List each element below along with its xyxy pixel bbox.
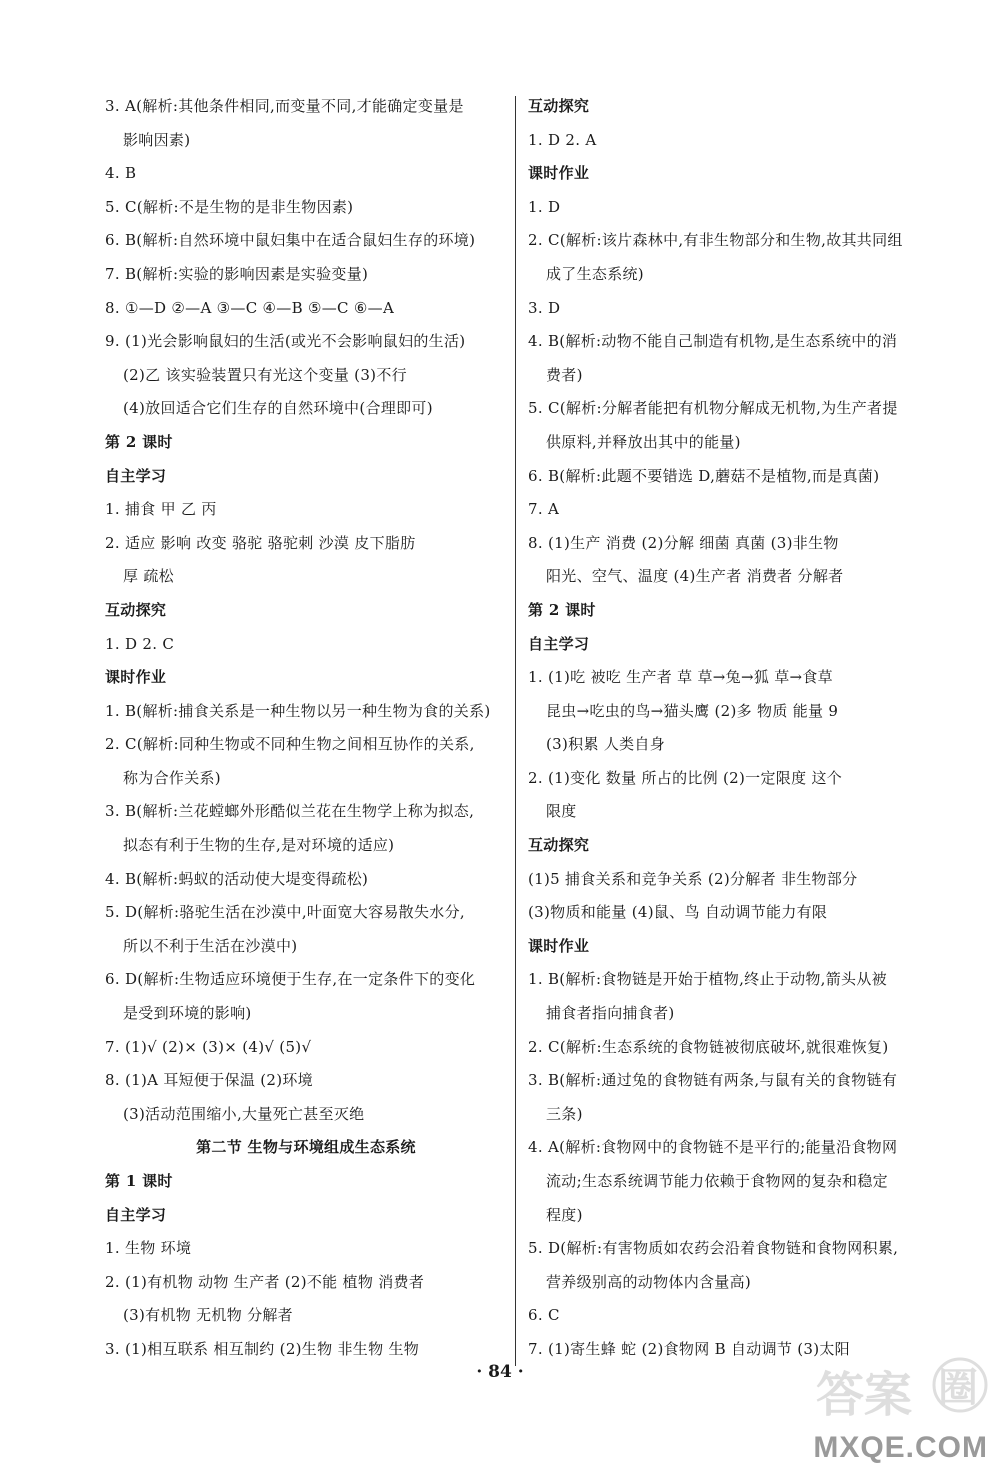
section-heading: 第 2 课时 — [528, 600, 596, 619]
section-heading: 互动探究 — [528, 836, 590, 855]
section-heading: 第二节 生物与环境组成生态系统 — [196, 1138, 416, 1157]
answer-line: 6. B(解析:此题不要错选 D,蘑菇不是植物,而是真菌) — [528, 466, 880, 485]
answer-line: 5. C(解析:分解者能把有机物分解成无机物,为生产者提 — [528, 399, 898, 418]
answer-line: 称为合作关系) — [123, 768, 221, 787]
answer-line: 1. 捕食 甲 乙 丙 — [105, 500, 217, 519]
section-heading: 课时作业 — [528, 936, 590, 955]
section-heading: 课时作业 — [528, 164, 590, 183]
section-heading: 自主学习 — [105, 1205, 167, 1224]
answer-line: 2. (1)变化 数量 所占的比例 (2)一定限度 这个 — [528, 768, 843, 787]
answer-line: 8. (1)生产 消费 (2)分解 细菌 真菌 (3)非生物 — [528, 533, 839, 552]
answer-line: 厚 疏松 — [123, 567, 174, 586]
answer-line: 程度) — [546, 1205, 583, 1224]
section-heading: 第 2 课时 — [105, 432, 173, 451]
answer-line: 3. A(解析:其他条件相同,而变量不同,才能确定变量是 — [105, 97, 464, 115]
answer-line: 3. D — [528, 298, 561, 317]
answer-line: 供原料,并释放出其中的能量) — [546, 432, 741, 451]
section-heading: 互动探究 — [528, 97, 590, 115]
answer-line: 8. (1)A 耳短便于保温 (2)环境 — [105, 1071, 313, 1090]
answer-line: 9. (1)光会影响鼠妇的生活(或光不会影响鼠妇的生活) — [105, 332, 466, 351]
answer-line: 是受到环境的影响) — [123, 1004, 252, 1023]
answer-line: (3)物质和能量 (4)鼠、鸟 自动调节能力有限 — [528, 903, 828, 922]
column-divider — [515, 96, 516, 1366]
answer-line: 3. B(解析:兰花螳螂外形酷似兰花在生物学上称为拟态, — [105, 802, 475, 821]
answer-line: 费者) — [546, 365, 583, 384]
answer-line: (3)活动范围缩小,大量死亡甚至灭绝 — [123, 1104, 365, 1123]
answer-line: 4. B(解析:蚂蚁的活动使大堤变得疏松) — [105, 869, 369, 888]
answer-line: 1. 生物 环境 — [105, 1239, 192, 1258]
answer-line: 4. B(解析:动物不能自己制造有机物,是生态系统中的消 — [528, 332, 898, 351]
answer-line: 5. D(解析:有害物质如农药会沿着食物链和食物网积累, — [528, 1239, 899, 1258]
answer-line: (4)放回适合它们生存的自然环境中(合理即可) — [123, 399, 433, 418]
answer-line: 6. D(解析:生物适应环境便于生存,在一定条件下的变化 — [105, 970, 476, 989]
answer-line: 6. B(解析:自然环境中鼠妇集中在适合鼠妇生存的环境) — [105, 231, 476, 250]
answer-line: 1. D — [528, 197, 561, 216]
answer-line: 影响因素) — [123, 130, 191, 149]
answer-line: 1. (1)吃 被吃 生产者 草 草→兔→狐 草→食草 — [528, 668, 833, 687]
answer-line: (3)积累 人类自身 — [546, 735, 666, 754]
answer-line: 7. B(解析:实验的影响因素是实验变量) — [105, 264, 369, 283]
watermark-site: MXQE.COM — [813, 1431, 988, 1464]
answer-line: 5. C(解析:不是生物的是非生物因素) — [105, 197, 354, 216]
answer-line: 3. (1)相互联系 相互制约 (2)生物 非生物 生物 — [105, 1339, 420, 1358]
answer-line: 捕食者指向捕食者) — [546, 1004, 675, 1023]
section-heading: 互动探究 — [105, 600, 167, 619]
answer-line: 2. C(解析:该片森林中,有非生物部分和生物,故其共同组 — [528, 231, 903, 250]
answer-line: 营养级别高的动物体内含量高) — [546, 1272, 752, 1291]
answer-line: 3. B(解析:通过兔的食物链有两条,与鼠有关的食物链有 — [528, 1071, 898, 1090]
page-number: · 84 · — [476, 1362, 524, 1382]
answer-line: 限度 — [546, 802, 577, 821]
answer-line: 成了生态系统) — [546, 264, 644, 283]
answer-line: 6. C — [528, 1306, 560, 1325]
right-column — [528, 90, 946, 1367]
answer-line: 5. D(解析:骆驼生活在沙漠中,叶面宽大容易散失水分, — [105, 903, 465, 922]
answer-line: 7. (1)寄生蜂 蛇 (2)食物网 B 自动调节 (3)太阳 — [528, 1339, 850, 1358]
answer-line: 昆虫→吃虫的鸟→猫头鹰 (2)多 物质 能量 9 — [546, 701, 839, 720]
section-heading: 第 1 课时 — [105, 1172, 173, 1190]
svg-text:答案: 答案 — [816, 1367, 913, 1423]
answer-line: 1. B(解析:食物链是开始于植物,终止于动物,箭头从被 — [528, 970, 887, 989]
answer-line: 4. A(解析:食物网中的食物链不是平行的;能量沿食物网 — [528, 1138, 898, 1157]
answer-line: 7. A — [528, 500, 560, 519]
answer-line: 1. D 2. A — [528, 130, 597, 149]
answer-line: 阳光、空气、温度 (4)生产者 消费者 分解者 — [546, 567, 844, 586]
answer-line: 1. D 2. C — [105, 634, 175, 653]
answer-line: 2. C(解析:生态系统的食物链被彻底破坏,就很难恢复) — [528, 1037, 889, 1056]
left-column — [105, 90, 507, 1367]
section-heading: 自主学习 — [105, 466, 167, 485]
section-heading: 自主学习 — [528, 634, 590, 653]
section-heading: 课时作业 — [105, 668, 167, 687]
answer-line: 2. 适应 影响 改变 骆驼 骆驼刺 沙漠 皮下脂肪 — [105, 533, 416, 552]
answer-line: (2)乙 该实验装置只有光这个变量 (3)不行 — [123, 365, 407, 384]
answer-line: 拟态有利于生物的生存,是对环境的适应) — [123, 836, 395, 855]
answer-line: 流动;生态系统调节能力依赖于食物网的复杂和稳定 — [546, 1172, 888, 1190]
answer-line: (1)5 捕食关系和竞争关系 (2)分解者 非生物部分 — [528, 869, 858, 888]
answer-line: 7. (1)√ (2)× (3)× (4)√ (5)√ — [105, 1037, 312, 1056]
answer-line: 所以不利于生活在沙漠中) — [123, 936, 298, 955]
answer-line: 8. ①—D ②—A ③—C ④—B ⑤—C ⑥—A — [105, 298, 395, 317]
answer-line: 三条) — [546, 1104, 583, 1123]
answer-line: 1. B(解析:捕食关系是一种生物以另一种生物为食的关系) — [105, 701, 491, 720]
answer-line: 4. B — [105, 164, 137, 183]
answer-line: 2. C(解析:同种生物或不同种生物之间相互协作的关系, — [105, 735, 475, 754]
answer-line: (3)有机物 无机物 分解者 — [123, 1306, 293, 1325]
answer-line: 2. (1)有机物 动物 生产者 (2)不能 植物 消费者 — [105, 1272, 425, 1291]
svg-text:圈: 圈 — [938, 1365, 978, 1411]
